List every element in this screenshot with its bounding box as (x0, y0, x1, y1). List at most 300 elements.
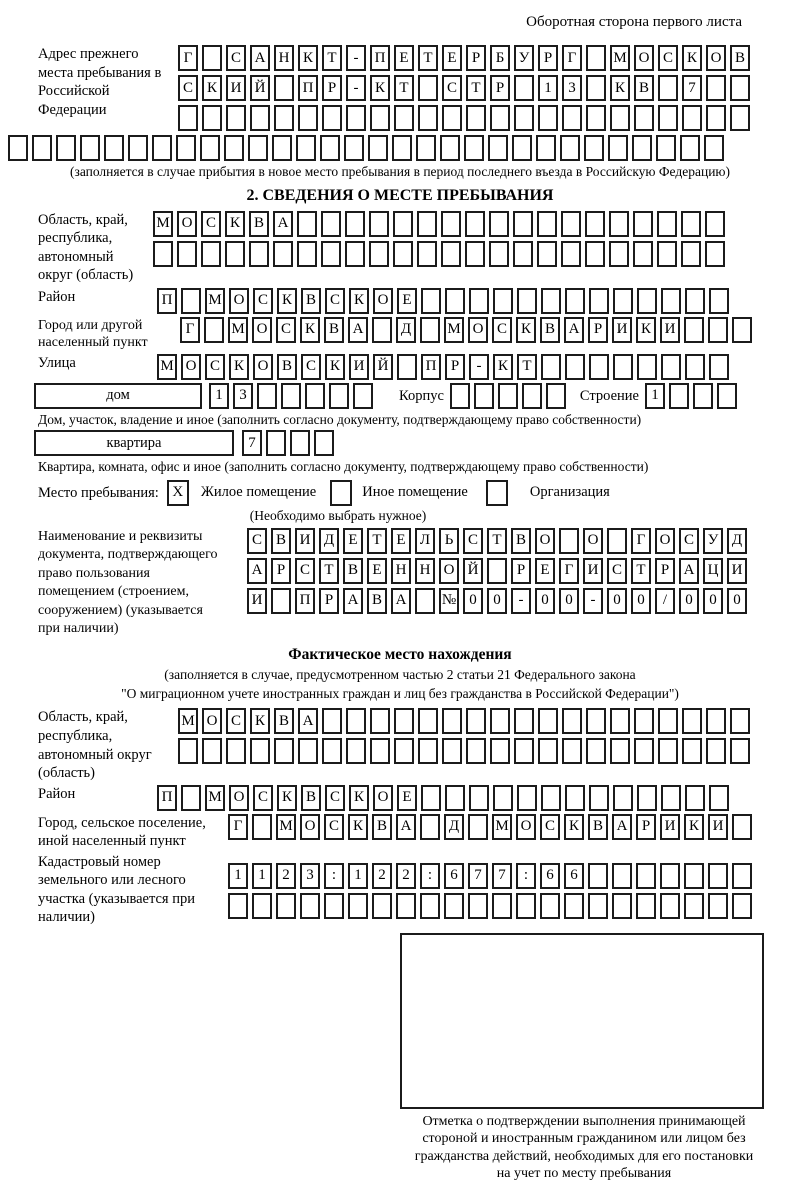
char-cell[interactable] (562, 708, 582, 734)
char-cell[interactable] (607, 528, 627, 554)
char-cell[interactable]: : (516, 863, 536, 889)
char-cell[interactable] (266, 430, 286, 456)
char-cell[interactable]: Е (394, 45, 414, 71)
char-cell[interactable]: К (277, 288, 297, 314)
char-cell[interactable]: О (655, 528, 675, 554)
char-cell[interactable]: М (228, 317, 248, 343)
char-cell[interactable] (250, 738, 270, 764)
char-cell[interactable]: М (157, 354, 177, 380)
char-cell[interactable] (560, 135, 580, 161)
char-cell[interactable] (661, 354, 681, 380)
char-cell[interactable] (541, 354, 561, 380)
char-cell[interactable] (585, 241, 605, 267)
char-cell[interactable]: Й (463, 558, 483, 584)
char-cell[interactable]: А (343, 588, 363, 614)
char-cell[interactable]: 0 (607, 588, 627, 614)
checkbox-other-premises[interactable] (330, 480, 352, 506)
char-cell[interactable] (609, 241, 629, 267)
char-cell[interactable]: Б (490, 45, 510, 71)
char-cell[interactable]: М (178, 708, 198, 734)
char-cell[interactable]: Е (343, 528, 363, 554)
char-cell[interactable] (274, 105, 294, 131)
char-cell[interactable] (372, 317, 392, 343)
char-cell[interactable]: И (708, 814, 728, 840)
char-cell[interactable]: П (370, 45, 390, 71)
char-cell[interactable] (493, 785, 513, 811)
char-cell[interactable]: О (516, 814, 536, 840)
char-cell[interactable] (588, 863, 608, 889)
char-cell[interactable] (517, 785, 537, 811)
char-cell[interactable] (314, 430, 334, 456)
char-cell[interactable]: 7 (682, 75, 702, 101)
char-cell[interactable] (682, 105, 702, 131)
char-cell[interactable] (706, 75, 726, 101)
char-cell[interactable] (370, 708, 390, 734)
char-cell[interactable]: О (373, 288, 393, 314)
char-cell[interactable] (322, 708, 342, 734)
char-cell[interactable] (474, 383, 494, 409)
char-cell[interactable] (418, 105, 438, 131)
char-cell[interactable]: В (372, 814, 392, 840)
char-cell[interactable] (490, 708, 510, 734)
char-cell[interactable] (181, 785, 201, 811)
char-cell[interactable]: К (370, 75, 390, 101)
char-cell[interactable]: 2 (396, 863, 416, 889)
char-cell[interactable]: 0 (679, 588, 699, 614)
char-cell[interactable] (346, 708, 366, 734)
char-cell[interactable]: Т (487, 528, 507, 554)
char-cell[interactable] (320, 135, 340, 161)
char-cell[interactable]: 7 (468, 863, 488, 889)
char-cell[interactable] (271, 588, 291, 614)
char-cell[interactable]: Й (373, 354, 393, 380)
char-cell[interactable] (608, 135, 628, 161)
char-cell[interactable] (274, 75, 294, 101)
char-cell[interactable]: С (201, 211, 221, 237)
char-cell[interactable]: 0 (559, 588, 579, 614)
char-cell[interactable] (685, 354, 705, 380)
char-cell[interactable]: К (325, 354, 345, 380)
char-cell[interactable] (613, 785, 633, 811)
char-cell[interactable]: О (181, 354, 201, 380)
char-cell[interactable]: Й (250, 75, 270, 101)
char-cell[interactable] (564, 893, 584, 919)
char-cell[interactable] (658, 738, 678, 764)
char-cell[interactable] (513, 241, 533, 267)
char-cell[interactable]: К (229, 354, 249, 380)
char-cell[interactable]: И (349, 354, 369, 380)
char-cell[interactable] (730, 75, 750, 101)
char-cell[interactable] (490, 738, 510, 764)
char-cell[interactable]: Г (178, 45, 198, 71)
char-cell[interactable]: А (391, 588, 411, 614)
char-cell[interactable]: Н (415, 558, 435, 584)
char-cell[interactable]: Е (367, 558, 387, 584)
char-cell[interactable] (565, 288, 585, 314)
char-cell[interactable] (281, 383, 301, 409)
char-cell[interactable] (541, 785, 561, 811)
char-cell[interactable] (512, 135, 532, 161)
char-cell[interactable]: Т (394, 75, 414, 101)
char-cell[interactable] (178, 105, 198, 131)
house-box-label[interactable]: дом (34, 383, 202, 409)
char-cell[interactable] (538, 738, 558, 764)
char-cell[interactable] (440, 135, 460, 161)
char-cell[interactable] (732, 863, 752, 889)
char-cell[interactable] (152, 135, 172, 161)
char-cell[interactable]: Е (397, 288, 417, 314)
char-cell[interactable] (565, 354, 585, 380)
char-cell[interactable]: П (295, 588, 315, 614)
char-cell[interactable]: С (540, 814, 560, 840)
char-cell[interactable] (586, 708, 606, 734)
char-cell[interactable]: О (300, 814, 320, 840)
char-cell[interactable] (418, 75, 438, 101)
char-cell[interactable] (589, 785, 609, 811)
char-cell[interactable] (561, 241, 581, 267)
char-cell[interactable] (153, 241, 173, 267)
char-cell[interactable]: 1 (228, 863, 248, 889)
char-cell[interactable]: О (634, 45, 654, 71)
char-cell[interactable]: А (564, 317, 584, 343)
char-cell[interactable]: К (493, 354, 513, 380)
char-cell[interactable]: П (157, 288, 177, 314)
char-cell[interactable] (613, 288, 633, 314)
char-cell[interactable]: А (348, 317, 368, 343)
char-cell[interactable]: В (540, 317, 560, 343)
char-cell[interactable]: В (324, 317, 344, 343)
char-cell[interactable] (536, 135, 556, 161)
char-cell[interactable] (685, 288, 705, 314)
char-cell[interactable]: Т (517, 354, 537, 380)
char-cell[interactable]: И (660, 814, 680, 840)
char-cell[interactable] (465, 241, 485, 267)
char-cell[interactable] (562, 105, 582, 131)
char-cell[interactable]: В (277, 354, 297, 380)
char-cell[interactable] (298, 738, 318, 764)
char-cell[interactable] (466, 738, 486, 764)
char-cell[interactable]: Р (466, 45, 486, 71)
char-cell[interactable]: О (229, 785, 249, 811)
char-cell[interactable] (248, 135, 268, 161)
char-cell[interactable]: К (250, 708, 270, 734)
char-cell[interactable] (396, 893, 416, 919)
char-cell[interactable] (559, 528, 579, 554)
char-cell[interactable]: 1 (645, 383, 665, 409)
char-cell[interactable]: 7 (492, 863, 512, 889)
char-cell[interactable] (468, 893, 488, 919)
char-cell[interactable]: Ц (703, 558, 723, 584)
char-cell[interactable] (708, 863, 728, 889)
char-cell[interactable]: С (205, 354, 225, 380)
char-cell[interactable] (612, 893, 632, 919)
char-cell[interactable]: К (202, 75, 222, 101)
char-cell[interactable] (392, 135, 412, 161)
char-cell[interactable]: Н (391, 558, 411, 584)
char-cell[interactable]: Р (322, 75, 342, 101)
char-cell[interactable] (370, 105, 390, 131)
char-cell[interactable]: М (492, 814, 512, 840)
char-cell[interactable] (272, 135, 292, 161)
char-cell[interactable] (589, 288, 609, 314)
char-cell[interactable]: 6 (444, 863, 464, 889)
char-cell[interactable]: Т (319, 558, 339, 584)
char-cell[interactable]: С (463, 528, 483, 554)
char-cell[interactable]: О (373, 785, 393, 811)
char-cell[interactable]: О (202, 708, 222, 734)
char-cell[interactable]: Е (397, 785, 417, 811)
char-cell[interactable] (322, 105, 342, 131)
char-cell[interactable] (321, 211, 341, 237)
char-cell[interactable]: К (349, 785, 369, 811)
char-cell[interactable] (465, 211, 485, 237)
char-cell[interactable]: У (514, 45, 534, 71)
char-cell[interactable] (693, 383, 713, 409)
char-cell[interactable]: Д (396, 317, 416, 343)
char-cell[interactable] (274, 738, 294, 764)
char-cell[interactable] (202, 45, 222, 71)
char-cell[interactable] (704, 135, 724, 161)
char-cell[interactable]: 2 (276, 863, 296, 889)
char-cell[interactable] (297, 241, 317, 267)
char-cell[interactable]: О (229, 288, 249, 314)
char-cell[interactable]: П (421, 354, 441, 380)
char-cell[interactable]: С (226, 45, 246, 71)
char-cell[interactable]: О (439, 558, 459, 584)
char-cell[interactable]: А (612, 814, 632, 840)
char-cell[interactable] (345, 211, 365, 237)
char-cell[interactable] (684, 863, 704, 889)
char-cell[interactable] (441, 211, 461, 237)
char-cell[interactable]: К (277, 785, 297, 811)
char-cell[interactable]: 0 (631, 588, 651, 614)
char-cell[interactable]: М (205, 785, 225, 811)
char-cell[interactable]: Т (418, 45, 438, 71)
char-cell[interactable] (393, 241, 413, 267)
char-cell[interactable] (346, 738, 366, 764)
char-cell[interactable]: К (298, 45, 318, 71)
char-cell[interactable]: Р (538, 45, 558, 71)
char-cell[interactable]: 1 (348, 863, 368, 889)
char-cell[interactable]: А (250, 45, 270, 71)
char-cell[interactable]: М (276, 814, 296, 840)
char-cell[interactable] (709, 288, 729, 314)
char-cell[interactable] (636, 893, 656, 919)
char-cell[interactable] (637, 288, 657, 314)
char-cell[interactable] (658, 708, 678, 734)
char-cell[interactable] (489, 241, 509, 267)
char-cell[interactable]: К (564, 814, 584, 840)
apartment-box-label[interactable]: квартира (34, 430, 234, 456)
char-cell[interactable]: К (684, 814, 704, 840)
char-cell[interactable]: С (442, 75, 462, 101)
char-cell[interactable] (372, 893, 392, 919)
char-cell[interactable]: 6 (540, 863, 560, 889)
char-cell[interactable]: К (300, 317, 320, 343)
char-cell[interactable]: С (253, 785, 273, 811)
char-cell[interactable]: 1 (538, 75, 558, 101)
char-cell[interactable]: 0 (703, 588, 723, 614)
char-cell[interactable] (178, 738, 198, 764)
char-cell[interactable]: У (703, 528, 723, 554)
char-cell[interactable]: 0 (487, 588, 507, 614)
char-cell[interactable] (442, 708, 462, 734)
char-cell[interactable] (421, 785, 441, 811)
char-cell[interactable]: О (535, 528, 555, 554)
char-cell[interactable]: В (634, 75, 654, 101)
char-cell[interactable] (586, 105, 606, 131)
char-cell[interactable]: Р (445, 354, 465, 380)
char-cell[interactable] (513, 211, 533, 237)
char-cell[interactable]: Т (631, 558, 651, 584)
char-cell[interactable] (298, 105, 318, 131)
char-cell[interactable]: Е (535, 558, 555, 584)
char-cell[interactable] (257, 383, 277, 409)
char-cell[interactable]: С (325, 288, 345, 314)
char-cell[interactable]: Р (511, 558, 531, 584)
char-cell[interactable]: А (679, 558, 699, 584)
char-cell[interactable]: П (298, 75, 318, 101)
char-cell[interactable] (32, 135, 52, 161)
char-cell[interactable]: К (610, 75, 630, 101)
char-cell[interactable] (537, 211, 557, 237)
char-cell[interactable]: 2 (372, 863, 392, 889)
char-cell[interactable] (541, 288, 561, 314)
char-cell[interactable]: Д (319, 528, 339, 554)
char-cell[interactable]: В (301, 288, 321, 314)
char-cell[interactable]: Ь (439, 528, 459, 554)
char-cell[interactable] (586, 45, 606, 71)
char-cell[interactable] (369, 241, 389, 267)
char-cell[interactable] (420, 317, 440, 343)
char-cell[interactable] (441, 241, 461, 267)
char-cell[interactable] (681, 241, 701, 267)
char-cell[interactable] (469, 785, 489, 811)
char-cell[interactable] (522, 383, 542, 409)
char-cell[interactable] (418, 708, 438, 734)
char-cell[interactable] (487, 558, 507, 584)
char-cell[interactable] (416, 135, 436, 161)
char-cell[interactable] (177, 241, 197, 267)
char-cell[interactable]: О (468, 317, 488, 343)
char-cell[interactable]: Т (466, 75, 486, 101)
char-cell[interactable]: К (225, 211, 245, 237)
char-cell[interactable] (370, 738, 390, 764)
char-cell[interactable] (730, 105, 750, 131)
char-cell[interactable] (290, 430, 310, 456)
char-cell[interactable] (345, 241, 365, 267)
char-cell[interactable] (514, 105, 534, 131)
char-cell[interactable]: Е (391, 528, 411, 554)
char-cell[interactable]: К (636, 317, 656, 343)
char-cell[interactable] (322, 738, 342, 764)
char-cell[interactable]: В (274, 708, 294, 734)
char-cell[interactable]: И (226, 75, 246, 101)
char-cell[interactable] (329, 383, 349, 409)
char-cell[interactable]: - (469, 354, 489, 380)
char-cell[interactable] (586, 738, 606, 764)
char-cell[interactable]: В (249, 211, 269, 237)
char-cell[interactable]: 7 (242, 430, 262, 456)
char-cell[interactable] (200, 135, 220, 161)
char-cell[interactable] (634, 105, 654, 131)
char-cell[interactable]: Т (322, 45, 342, 71)
char-cell[interactable]: П (157, 785, 177, 811)
char-cell[interactable]: № (439, 588, 459, 614)
char-cell[interactable]: И (295, 528, 315, 554)
char-cell[interactable]: 0 (535, 588, 555, 614)
char-cell[interactable] (660, 893, 680, 919)
char-cell[interactable] (344, 135, 364, 161)
char-cell[interactable] (732, 814, 752, 840)
char-cell[interactable] (394, 105, 414, 131)
char-cell[interactable]: Р (655, 558, 675, 584)
char-cell[interactable] (464, 135, 484, 161)
char-cell[interactable] (708, 893, 728, 919)
char-cell[interactable]: О (583, 528, 603, 554)
char-cell[interactable]: И (727, 558, 747, 584)
char-cell[interactable] (490, 105, 510, 131)
char-cell[interactable]: К (349, 288, 369, 314)
char-cell[interactable] (417, 211, 437, 237)
char-cell[interactable]: И (583, 558, 603, 584)
char-cell[interactable]: Е (442, 45, 462, 71)
char-cell[interactable] (466, 105, 486, 131)
char-cell[interactable] (305, 383, 325, 409)
char-cell[interactable] (709, 354, 729, 380)
checkbox-residential[interactable]: X (167, 480, 189, 506)
char-cell[interactable] (492, 893, 512, 919)
char-cell[interactable] (420, 814, 440, 840)
char-cell[interactable]: Д (727, 528, 747, 554)
char-cell[interactable]: - (346, 45, 366, 71)
char-cell[interactable] (565, 785, 585, 811)
char-cell[interactable] (445, 785, 465, 811)
char-cell[interactable]: М (610, 45, 630, 71)
char-cell[interactable]: В (343, 558, 363, 584)
char-cell[interactable]: А (396, 814, 416, 840)
char-cell[interactable]: : (324, 863, 344, 889)
char-cell[interactable]: С (247, 528, 267, 554)
char-cell[interactable]: - (583, 588, 603, 614)
char-cell[interactable]: М (153, 211, 173, 237)
char-cell[interactable]: 6 (564, 863, 584, 889)
char-cell[interactable] (393, 211, 413, 237)
char-cell[interactable] (708, 317, 728, 343)
char-cell[interactable]: 0 (727, 588, 747, 614)
char-cell[interactable] (669, 383, 689, 409)
char-cell[interactable]: С (301, 354, 321, 380)
char-cell[interactable] (420, 893, 440, 919)
char-cell[interactable] (204, 317, 224, 343)
char-cell[interactable] (466, 708, 486, 734)
char-cell[interactable] (586, 75, 606, 101)
char-cell[interactable] (538, 708, 558, 734)
char-cell[interactable] (561, 211, 581, 237)
char-cell[interactable]: И (660, 317, 680, 343)
char-cell[interactable] (104, 135, 124, 161)
char-cell[interactable] (709, 785, 729, 811)
char-cell[interactable] (8, 135, 28, 161)
char-cell[interactable] (348, 893, 368, 919)
char-cell[interactable]: О (253, 354, 273, 380)
char-cell[interactable] (656, 135, 676, 161)
char-cell[interactable] (682, 708, 702, 734)
char-cell[interactable] (684, 893, 704, 919)
char-cell[interactable]: С (178, 75, 198, 101)
char-cell[interactable] (225, 241, 245, 267)
char-cell[interactable] (610, 105, 630, 131)
